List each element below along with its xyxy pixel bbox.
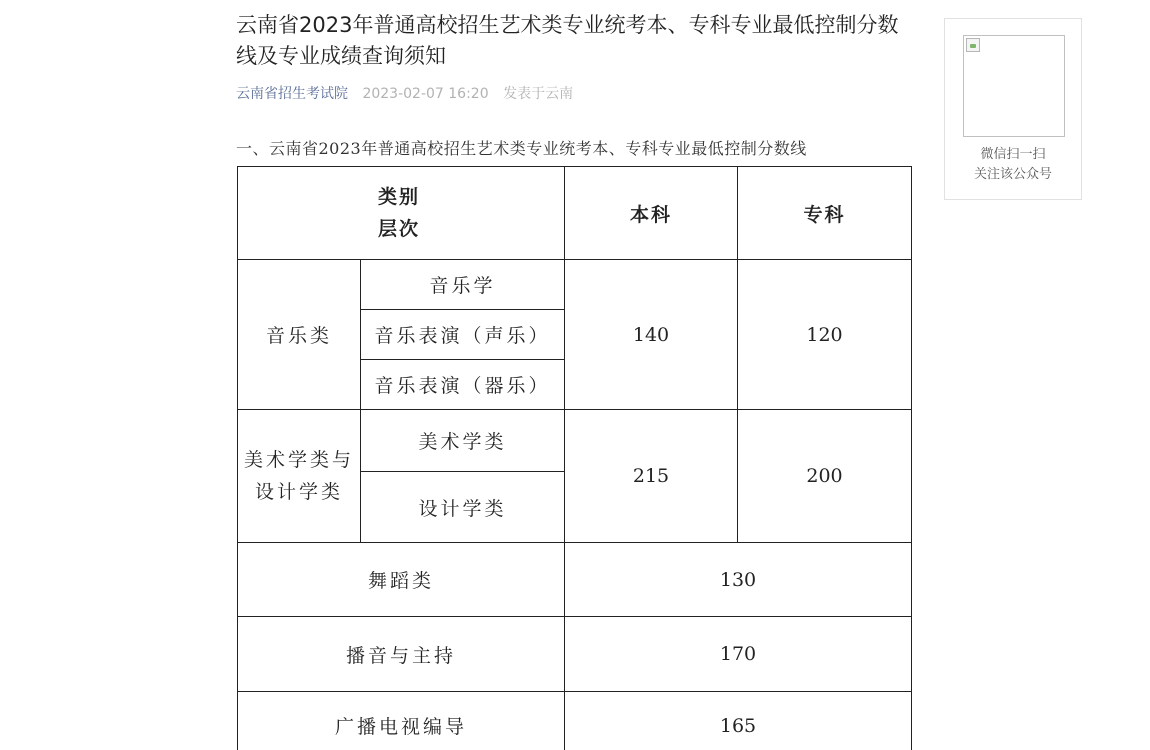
publish-location: 发表于云南 [503,86,574,102]
single-category-cell: 广播电视编导 [238,692,565,750]
qr-caption-line2: 关注该公众号 [973,167,1052,182]
qr-code-image[interactable] [963,35,1065,137]
music-sub-cell: 音乐表演（器乐） [361,360,565,410]
art-group-cell [238,410,361,543]
table-row [238,543,912,617]
table-row [238,260,912,310]
music-sub-cell: 音乐学 [361,260,565,310]
art-sub-cell: 美术学类 [361,410,565,472]
art-junior-score: 200 [738,410,912,543]
single-category-cell: 播音与主持 [238,617,565,692]
art-undergrad-score: 215 [565,410,738,543]
single-score-cell: 165 [565,692,912,750]
music-junior-score: 120 [738,260,912,410]
header-level-label: 层次 [378,218,421,240]
music-group-cell: 音乐类 [238,260,361,410]
single-score-cell: 130 [565,543,912,617]
table-header-row [238,167,912,260]
article-title: 云南省2023年普通高校招生艺术类专业统考本、专科专业最低控制分数线及专业成绩查询须知 [236,13,899,68]
qr-caption-line1: 微信扫一扫 [980,147,1046,162]
qr-caption [945,145,1081,185]
single-category-cell: 舞蹈类 [238,543,565,617]
broken-image-icon [966,38,980,52]
header-junior: 专科 [738,167,912,260]
music-undergrad-score: 140 [565,260,738,410]
score-table [237,166,912,750]
header-undergrad: 本科 [565,167,738,260]
table-row [238,617,912,692]
header-category-label: 类别 [378,186,421,208]
art-group-line2: 设计学类 [254,481,343,503]
single-score-cell: 170 [565,617,912,692]
art-sub-cell: 设计学类 [361,472,565,543]
header-category-level-cell [238,167,565,260]
article-meta [236,84,573,104]
qr-code-panel [944,18,1082,200]
section-heading: 一、云南省2023年普通高校招生艺术类专业统考本、专科专业最低控制分数线 [236,139,807,158]
table-row [238,410,912,472]
music-sub-cell: 音乐表演（声乐） [361,310,565,360]
author-link[interactable]: 云南省招生考试院 [236,86,348,102]
art-group-line1: 美术学类与 [243,449,354,471]
table-row [238,692,912,750]
publish-date: 2023-02-07 16:20 [362,86,489,102]
